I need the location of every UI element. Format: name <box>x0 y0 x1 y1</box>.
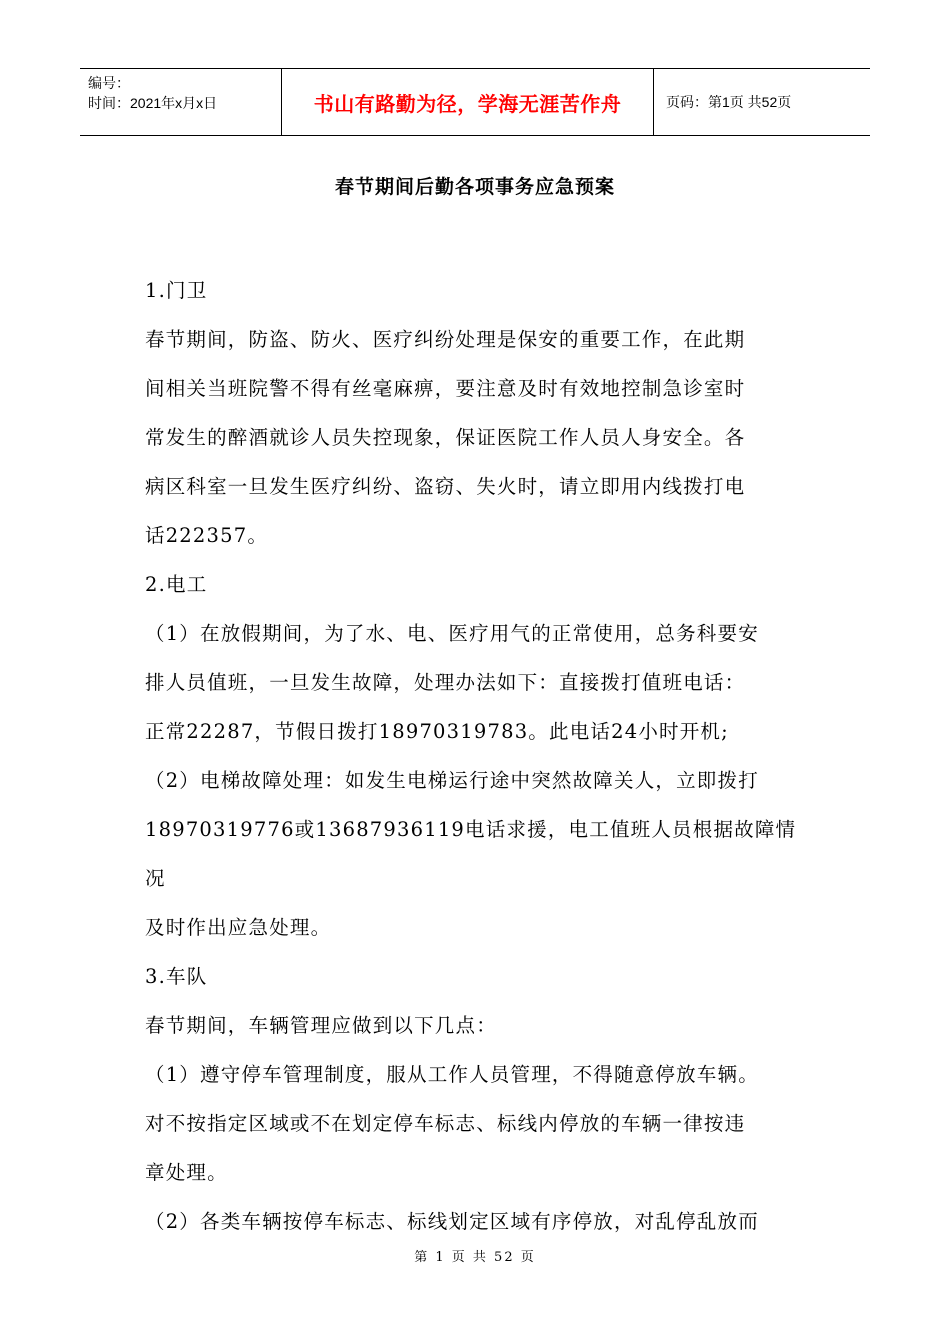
number-label: 编号： <box>88 75 130 91</box>
document-body <box>145 266 813 1246</box>
header-meta <box>80 69 282 135</box>
body-line: 正常22287，节假日拨打18970319783。此电话24小时开机; <box>145 720 729 743</box>
page-footer: 第 1 页 共 52 页 <box>414 1250 536 1265</box>
body-line: （2）电梯故障处理：如发生电梯运行途中突然故障关人，立即拨打 <box>145 769 759 792</box>
body-line: 18970319776或13687936119电话求援，电工值班人员根据故障情况 <box>145 818 797 890</box>
body-line: 话222357。 <box>145 524 269 547</box>
body-line: 间相关当班院警不得有丝毫麻痹，要注意及时有效地控制急诊室时 <box>145 377 746 400</box>
body-line: （2）各类车辆按停车标志、标线划定区域有序停放，对乱停乱放而 <box>145 1210 759 1233</box>
section-heading-guard: 1.门卫 <box>145 279 208 302</box>
body-line: 春节期间，防盗、防火、医疗纠纷处理是保安的重要工作，在此期 <box>145 328 746 351</box>
document-header <box>80 68 870 136</box>
body-line: 病区科室一旦发生医疗纠纷、盗窃、失火时，请立即用内线拨打电 <box>145 475 746 498</box>
body-line: （1）遵守停车管理制度，服从工作人员管理，不得随意停放车辆。 <box>145 1063 759 1086</box>
page-info: 页码：第1页 共52页 <box>666 94 792 110</box>
body-line: 常发生的醉酒就诊人员失控现象，保证医院工作人员人身安全。各 <box>145 426 746 449</box>
body-line: 春节期间，车辆管理应做到以下几点： <box>145 1014 497 1037</box>
section-heading-fleet: 3.车队 <box>145 965 208 988</box>
motto: 书山有路勤为径，学海无涯苦作舟 <box>313 91 622 116</box>
section-heading-electrician: 2.电工 <box>145 573 208 596</box>
header-page-cell <box>654 69 870 135</box>
document-title: 春节期间后勤各项事务应急预案 <box>334 176 615 198</box>
body-line: （1）在放假期间，为了水、电、医疗用气的正常使用，总务科要安 <box>145 622 759 645</box>
body-line: 对不按指定区域或不在划定停车标志、标线内停放的车辆一律按违 <box>145 1112 746 1135</box>
time-label: 时间：2021年x月x日 <box>88 95 218 111</box>
body-line: 及时作出应急处理。 <box>145 916 332 939</box>
body-line: 排人员值班，一旦发生故障，处理办法如下：直接拨打值班电话： <box>145 671 746 694</box>
header-motto-cell <box>282 69 654 135</box>
body-line: 章处理。 <box>145 1161 228 1184</box>
